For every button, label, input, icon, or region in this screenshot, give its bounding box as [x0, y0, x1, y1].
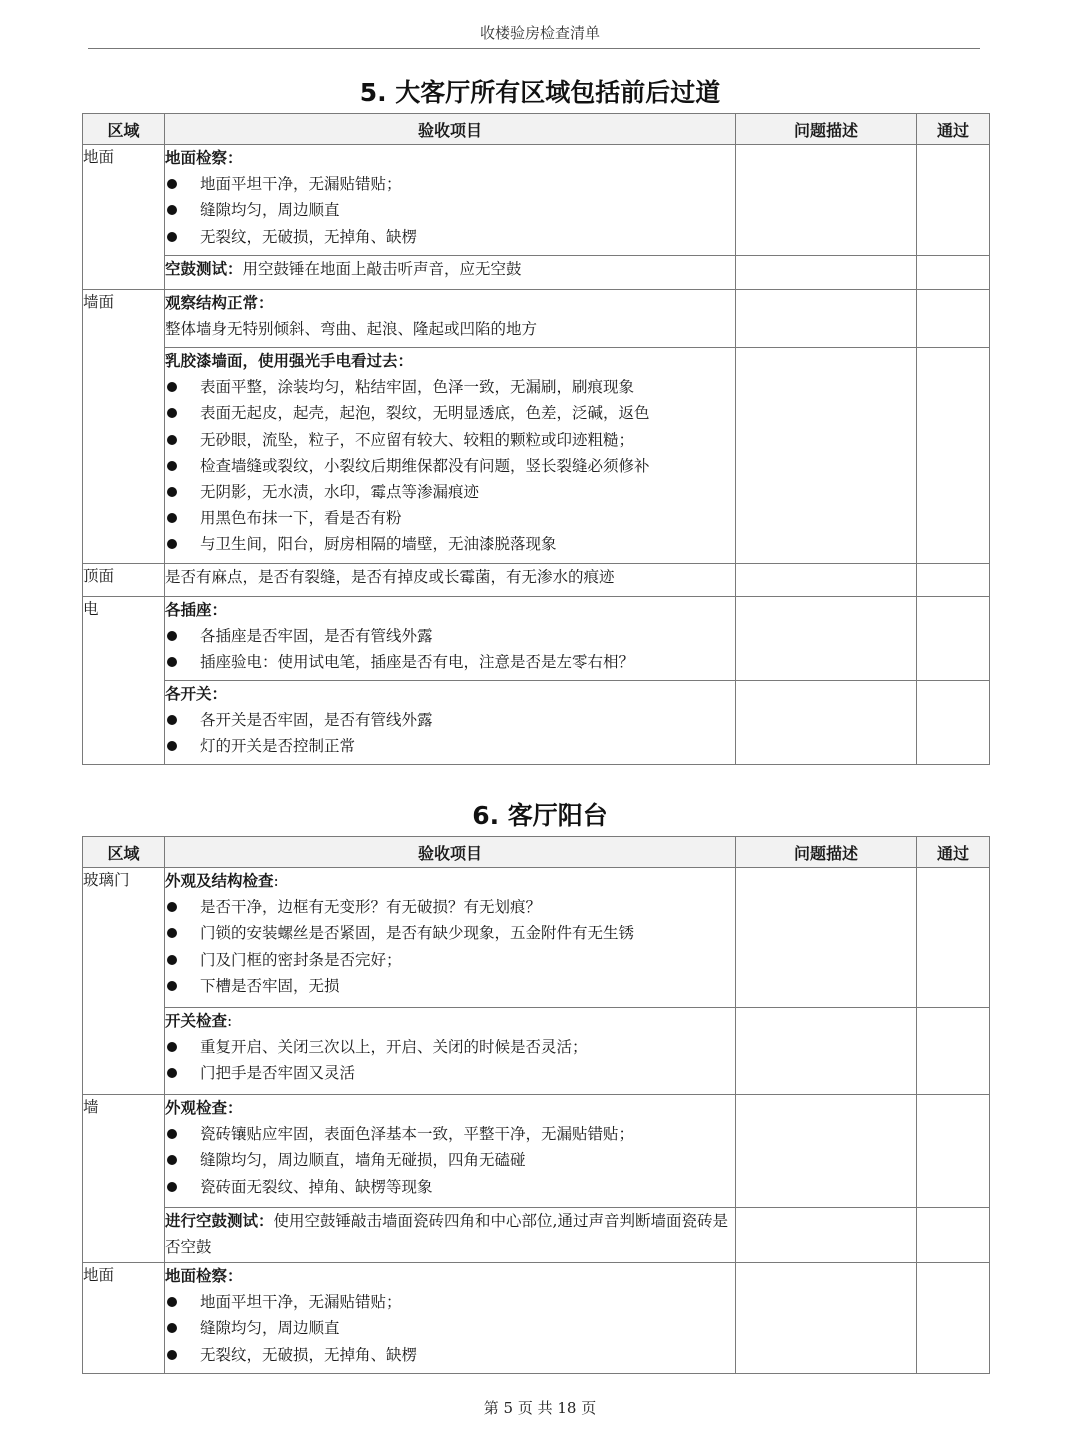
area-cell: 电	[83, 597, 165, 765]
table-header-row	[83, 837, 990, 868]
column-header-pass: 通过	[917, 114, 990, 145]
item-title-line	[165, 868, 735, 894]
item-cell	[165, 681, 736, 765]
list-item: 表面无起皮，起壳，起泡，裂纹，无明显透底，色差，泛碱，返色	[165, 400, 735, 426]
area-cell: 顶面	[83, 564, 165, 597]
bullet-list	[165, 374, 735, 557]
list-item: 缝隙均匀，周边顺直	[165, 197, 735, 223]
item-title: 各插座：	[165, 601, 228, 619]
table-row	[83, 290, 990, 348]
list-item: 重复开启、关闭三次以上，开启、关闭的时候是否灵活；	[165, 1034, 735, 1060]
item-cell	[165, 597, 736, 681]
item-title: 地面检察：	[165, 149, 243, 167]
list-item: 缝隙均匀，周边顺直	[165, 1315, 735, 1341]
item-cell	[165, 1095, 736, 1208]
bullet-list	[165, 707, 735, 759]
column-header-area: 区域	[83, 837, 165, 868]
list-item: 检查墙缝或裂纹，小裂纹后期维保都没有问题，竖长裂缝必须修补	[165, 453, 735, 479]
list-item: 无裂纹，无破损，无掉角、缺楞	[165, 224, 735, 250]
bullet-list	[165, 894, 735, 999]
list-item: 门把手是否牢固又灵活	[165, 1060, 735, 1086]
item-title-colon: :	[273, 872, 279, 890]
list-item: 地面平坦干净，无漏贴错贴；	[165, 171, 735, 197]
pass-cell[interactable]	[917, 145, 990, 256]
issue-cell[interactable]	[736, 290, 917, 348]
bullet-list	[165, 623, 735, 675]
item-cell	[165, 290, 736, 348]
item-title: 外观及结构检查	[165, 872, 274, 890]
bullet-list	[165, 1121, 735, 1200]
list-item: 地面平坦干净，无漏贴错贴；	[165, 1289, 735, 1315]
issue-cell[interactable]	[736, 681, 917, 765]
list-item: 无裂纹，无破损，无掉角、缺楞	[165, 1342, 735, 1368]
item-text: 使用空鼓锤敲击墙面瓷砖四角和中心部位,通过声音判断墙面瓷砖是否空鼓	[165, 1212, 728, 1257]
pass-cell[interactable]	[917, 681, 990, 765]
pass-cell[interactable]	[917, 290, 990, 348]
section-6-table	[82, 836, 990, 1374]
list-item: 缝隙均匀，周边顺直，墙角无碰损，四角无磕碰	[165, 1147, 735, 1173]
bullet-list	[165, 1289, 735, 1368]
table-row	[83, 1208, 990, 1263]
column-header-pass: 通过	[917, 837, 990, 868]
issue-cell[interactable]	[736, 1263, 917, 1374]
pass-cell[interactable]	[917, 1263, 990, 1374]
issue-cell[interactable]	[736, 256, 917, 290]
column-header-area: 区域	[83, 114, 165, 145]
list-item: 各开关是否牢固，是否有管线外露	[165, 707, 735, 733]
pass-cell[interactable]	[917, 564, 990, 597]
list-item: 瓷砖面无裂纹、掉角、缺楞等现象	[165, 1174, 735, 1200]
area-cell: 地面	[83, 1263, 165, 1374]
list-item: 各插座是否牢固，是否有管线外露	[165, 623, 735, 649]
list-item: 表面平整，涂装均匀，粘结牢固，色泽一致，无漏刷，刷痕现象	[165, 374, 735, 400]
pass-cell[interactable]	[917, 1008, 990, 1095]
pass-cell[interactable]	[917, 1208, 990, 1263]
item-title-line	[165, 1008, 735, 1034]
bullet-list	[165, 1034, 735, 1086]
item-cell	[165, 348, 736, 564]
area-cell: 地面	[83, 145, 165, 290]
column-header-item: 验收项目	[165, 837, 736, 868]
item-cell	[165, 145, 736, 256]
list-item: 无砂眼，流坠，粒子，不应留有较大、较粗的颗粒或印迹粗糙；	[165, 427, 735, 453]
list-item: 门及门框的密封条是否完好；	[165, 947, 735, 973]
issue-cell[interactable]	[736, 597, 917, 681]
area-cell: 玻璃门	[83, 868, 165, 1095]
item-title: 空鼓测试：	[165, 260, 243, 278]
column-header-issue: 问题描述	[736, 114, 917, 145]
item-cell	[165, 868, 736, 1008]
pass-cell[interactable]	[917, 1095, 990, 1208]
section-5-title: 5. 大客厅所有区域包括前后过道	[359, 78, 721, 107]
list-item: 无阴影，无水渍，水印，霉点等渗漏痕迹	[165, 479, 735, 505]
item-title: 外观检查：	[165, 1099, 243, 1117]
column-header-item: 验收项目	[165, 114, 736, 145]
table-row	[83, 256, 990, 290]
section-5-table	[82, 113, 990, 765]
table-row	[83, 868, 990, 1008]
item-text: 整体墙身无特别倾斜、弯曲、起浪、隆起或凹陷的地方	[165, 320, 538, 339]
section-6-title: 6. 客厅阳台	[472, 801, 608, 830]
list-item: 灯的开关是否控制正常	[165, 733, 735, 759]
table-header-row	[83, 114, 990, 145]
pass-cell[interactable]	[917, 256, 990, 290]
item-cell	[165, 1008, 736, 1095]
area-cell: 墙	[83, 1095, 165, 1263]
table-row	[83, 1008, 990, 1095]
item-title: 观察结构正常：	[165, 294, 274, 312]
area-cell: 墙面	[83, 290, 165, 564]
header-divider	[88, 48, 980, 49]
table-row	[83, 597, 990, 681]
column-header-issue: 问题描述	[736, 837, 917, 868]
issue-cell[interactable]	[736, 145, 917, 256]
table-row	[83, 681, 990, 765]
issue-cell[interactable]	[736, 564, 917, 597]
table-row	[83, 145, 990, 256]
item-title: 进行空鼓测试：	[165, 1212, 274, 1230]
issue-cell[interactable]	[736, 1095, 917, 1208]
issue-cell[interactable]	[736, 1008, 917, 1095]
item-cell	[165, 1263, 736, 1374]
item-title: 地面检察：	[165, 1267, 243, 1285]
page-footer: 第 5 页 共 18 页	[483, 1399, 597, 1417]
table-row	[83, 348, 990, 564]
item-title-colon: :	[227, 1012, 233, 1030]
item-cell	[165, 1208, 736, 1263]
item-cell	[165, 256, 736, 290]
bullet-list	[165, 171, 735, 250]
item-cell: 是否有麻点，是否有裂缝，是否有掉皮或长霉菌，有无渗水的痕迹	[165, 564, 736, 597]
table-row	[83, 564, 990, 597]
issue-cell[interactable]	[736, 868, 917, 1008]
list-item: 门锁的安装螺丝是否紧固，是否有缺少现象，五金附件有无生锈	[165, 920, 735, 946]
list-item: 是否干净，边框有无变形？有无破损？有无划痕？	[165, 894, 735, 920]
list-item: 用黑色布抹一下，看是否有粉	[165, 505, 735, 531]
page-header: 收楼验房检查清单	[479, 24, 600, 42]
item-title: 乳胶漆墙面，使用强光手电看过去：	[165, 352, 414, 370]
list-item: 下槽是否牢固，无损	[165, 973, 735, 999]
issue-cell[interactable]	[736, 1208, 917, 1263]
item-title: 开关检查	[165, 1012, 228, 1030]
pass-cell[interactable]	[917, 868, 990, 1008]
list-item: 瓷砖镶贴应牢固，表面色泽基本一致，平整干净，无漏贴错贴；	[165, 1121, 735, 1147]
pass-cell[interactable]	[917, 348, 990, 564]
list-item: 插座验电：使用试电笔，插座是否有电，注意是否是左零右相？	[165, 649, 735, 675]
issue-cell[interactable]	[736, 348, 917, 564]
table-row	[83, 1095, 990, 1208]
list-item: 与卫生间，阳台，厨房相隔的墙壁，无油漆脱落现象	[165, 531, 735, 557]
table-row	[83, 1263, 990, 1374]
item-text: 用空鼓锤在地面上敲击听声音，应无空鼓	[242, 260, 522, 278]
pass-cell[interactable]	[917, 597, 990, 681]
item-title: 各开关：	[165, 685, 228, 703]
